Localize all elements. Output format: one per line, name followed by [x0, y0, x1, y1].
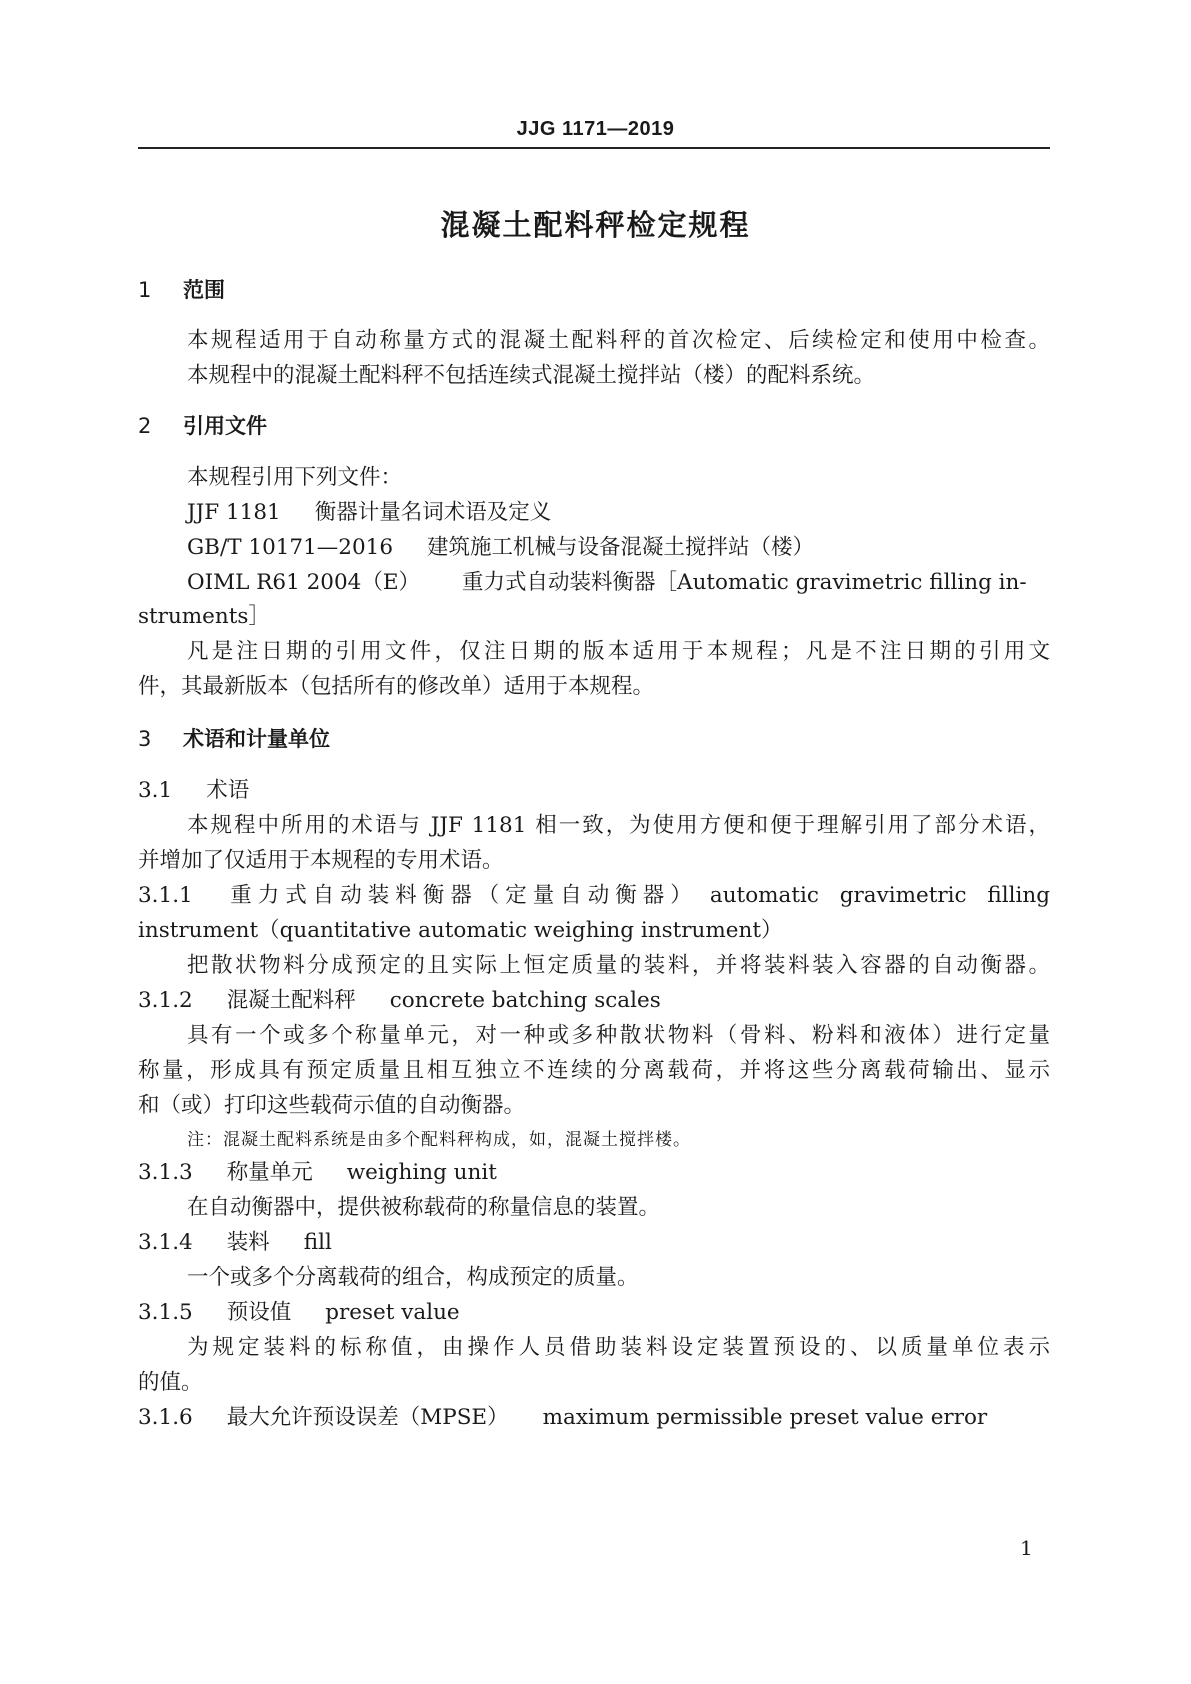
header-rule [138, 147, 1050, 149]
page-number: 1 [1020, 1536, 1033, 1560]
term-en: fill [303, 1230, 332, 1255]
term-number: 3.1.1 [138, 883, 193, 908]
term-3-1-3-definition: 在自动衡器中，提供被称载荷的称量信息的装置。 [187, 1195, 661, 1220]
term-number: 3.1.5 [138, 1300, 193, 1325]
term-zh: 装料 [226, 1230, 270, 1255]
term-3-1-1-heading [138, 881, 1050, 911]
term-3-1-2-definition-line-1: 具有一个或多个称量单元，对一种或多种散状物料（骨料、粉料和液体）进行定量 [187, 1023, 1050, 1048]
s2-note-line-2: 件，其最新版本（包括所有的修改单）适用于本规程。 [138, 674, 655, 699]
document-title: 混凝土配料秤检定规程 [440, 208, 751, 242]
term-3-1-1-definition: 把散状物料分成预定的且实际上恒定质量的装料，并将装料装入容器的自动衡器。 [187, 953, 1050, 978]
subsection-number: 3.1 [138, 778, 173, 803]
term-number: 3.1.3 [138, 1160, 193, 1185]
reference-code: GB/T 10171—2016 [187, 535, 394, 560]
s31-para-line-1: 本规程中所用的术语与 JJF 1181 相一致，为使用方便和便于理解引用了部分术语， [187, 813, 1050, 838]
term-number: 3.1.6 [138, 1405, 193, 1430]
reference-name: 衡器计量名词术语及定义 [314, 500, 552, 525]
reference-code: OIML R61 2004（E） [187, 570, 421, 595]
running-header: JJG 1171—2019 [516, 118, 675, 140]
term-number: 3.1.4 [138, 1230, 193, 1255]
section-number: 2 [138, 414, 152, 438]
section-3-heading [138, 724, 1050, 754]
s1-para-1: 本规程适用于自动称量方式的混凝土配料秤的首次检定、后续检定和使用中检查。 [187, 328, 1050, 353]
term-en: maximum permissible preset value error [542, 1405, 988, 1430]
term-en: concrete batching scales [389, 988, 661, 1013]
reference-name: 重力式自动装料衡器［Automatic gravimetric filling in- [462, 570, 1027, 595]
subsection-title: 术语 [206, 778, 250, 803]
term-3-1-2-note: 注：混凝土配料系统是由多个配料秤构成，如，混凝土搅拌楼。 [187, 1130, 691, 1150]
section-number: 1 [138, 278, 152, 302]
term-3-1-5-heading [138, 1298, 1050, 1328]
term-3-1-2-heading [138, 986, 1050, 1016]
term-en: weighing unit [346, 1160, 497, 1185]
reference-item [187, 568, 1050, 598]
term-en: preset value [325, 1300, 460, 1325]
term-3-1-4-definition: 一个或多个分离载荷的组合，构成预定的质量。 [187, 1265, 639, 1290]
term-3-1-2-definition-line-2: 称量，形成具有预定质量且相互独立不连续的分离载荷，并将这些分离载荷输出、显示 [138, 1058, 1050, 1083]
term-3-1-2-definition-line-3: 和（或）打印这些载荷示值的自动衡器。 [138, 1093, 526, 1118]
section-title: 术语和计量单位 [183, 727, 330, 751]
term-zh: 混凝土配料秤 [226, 988, 356, 1013]
s2-intro: 本规程引用下列文件： [187, 465, 403, 490]
term-en: automatic gravimetric filling [709, 883, 1050, 908]
s31-para-line-2: 并增加了仅适用于本规程的专用术语。 [138, 848, 504, 873]
term-zh: 称量单元 [226, 1160, 313, 1185]
section-1-heading [138, 275, 1050, 305]
reference-continuation: struments］ [138, 604, 270, 629]
term-number: 3.1.2 [138, 988, 193, 1013]
section-title: 引用文件 [183, 414, 267, 438]
term-3-1-6-heading [138, 1403, 1050, 1433]
term-3-1-5-definition-line-1: 为规定装料的标称值，由操作人员借助装料设定装置预设的、以质量单位表示 [187, 1335, 1050, 1360]
term-3-1-3-heading [138, 1158, 1050, 1188]
term-3-1-1-en-continued: instrument（quantitative automatic weighing instrument） [138, 918, 783, 943]
term-zh: 最大允许预设误差（MPSE） [226, 1405, 509, 1430]
term-zh: 预设值 [226, 1300, 292, 1325]
reference-item [187, 498, 1050, 528]
section-number: 3 [138, 727, 152, 751]
reference-name: 建筑施工机械与设备混凝土搅拌站（楼） [427, 535, 815, 560]
section-2-heading [138, 411, 1050, 441]
term-3-1-4-heading [138, 1228, 1050, 1258]
reference-item [187, 533, 1050, 563]
term-3-1-5-definition-line-2: 的值。 [138, 1370, 203, 1395]
subsection-3-1-heading [138, 776, 1050, 806]
section-title: 范围 [183, 278, 225, 302]
s2-note-line-1: 凡是注日期的引用文件，仅注日期的版本适用于本规程；凡是不注日期的引用文 [187, 639, 1050, 664]
s1-para-2: 本规程中的混凝土配料秤不包括连续式混凝土搅拌站（楼）的配料系统。 [187, 363, 876, 388]
term-zh: 重力式自动装料衡器（定量自动衡器） [230, 883, 698, 908]
reference-code: JJF 1181 [187, 500, 281, 525]
